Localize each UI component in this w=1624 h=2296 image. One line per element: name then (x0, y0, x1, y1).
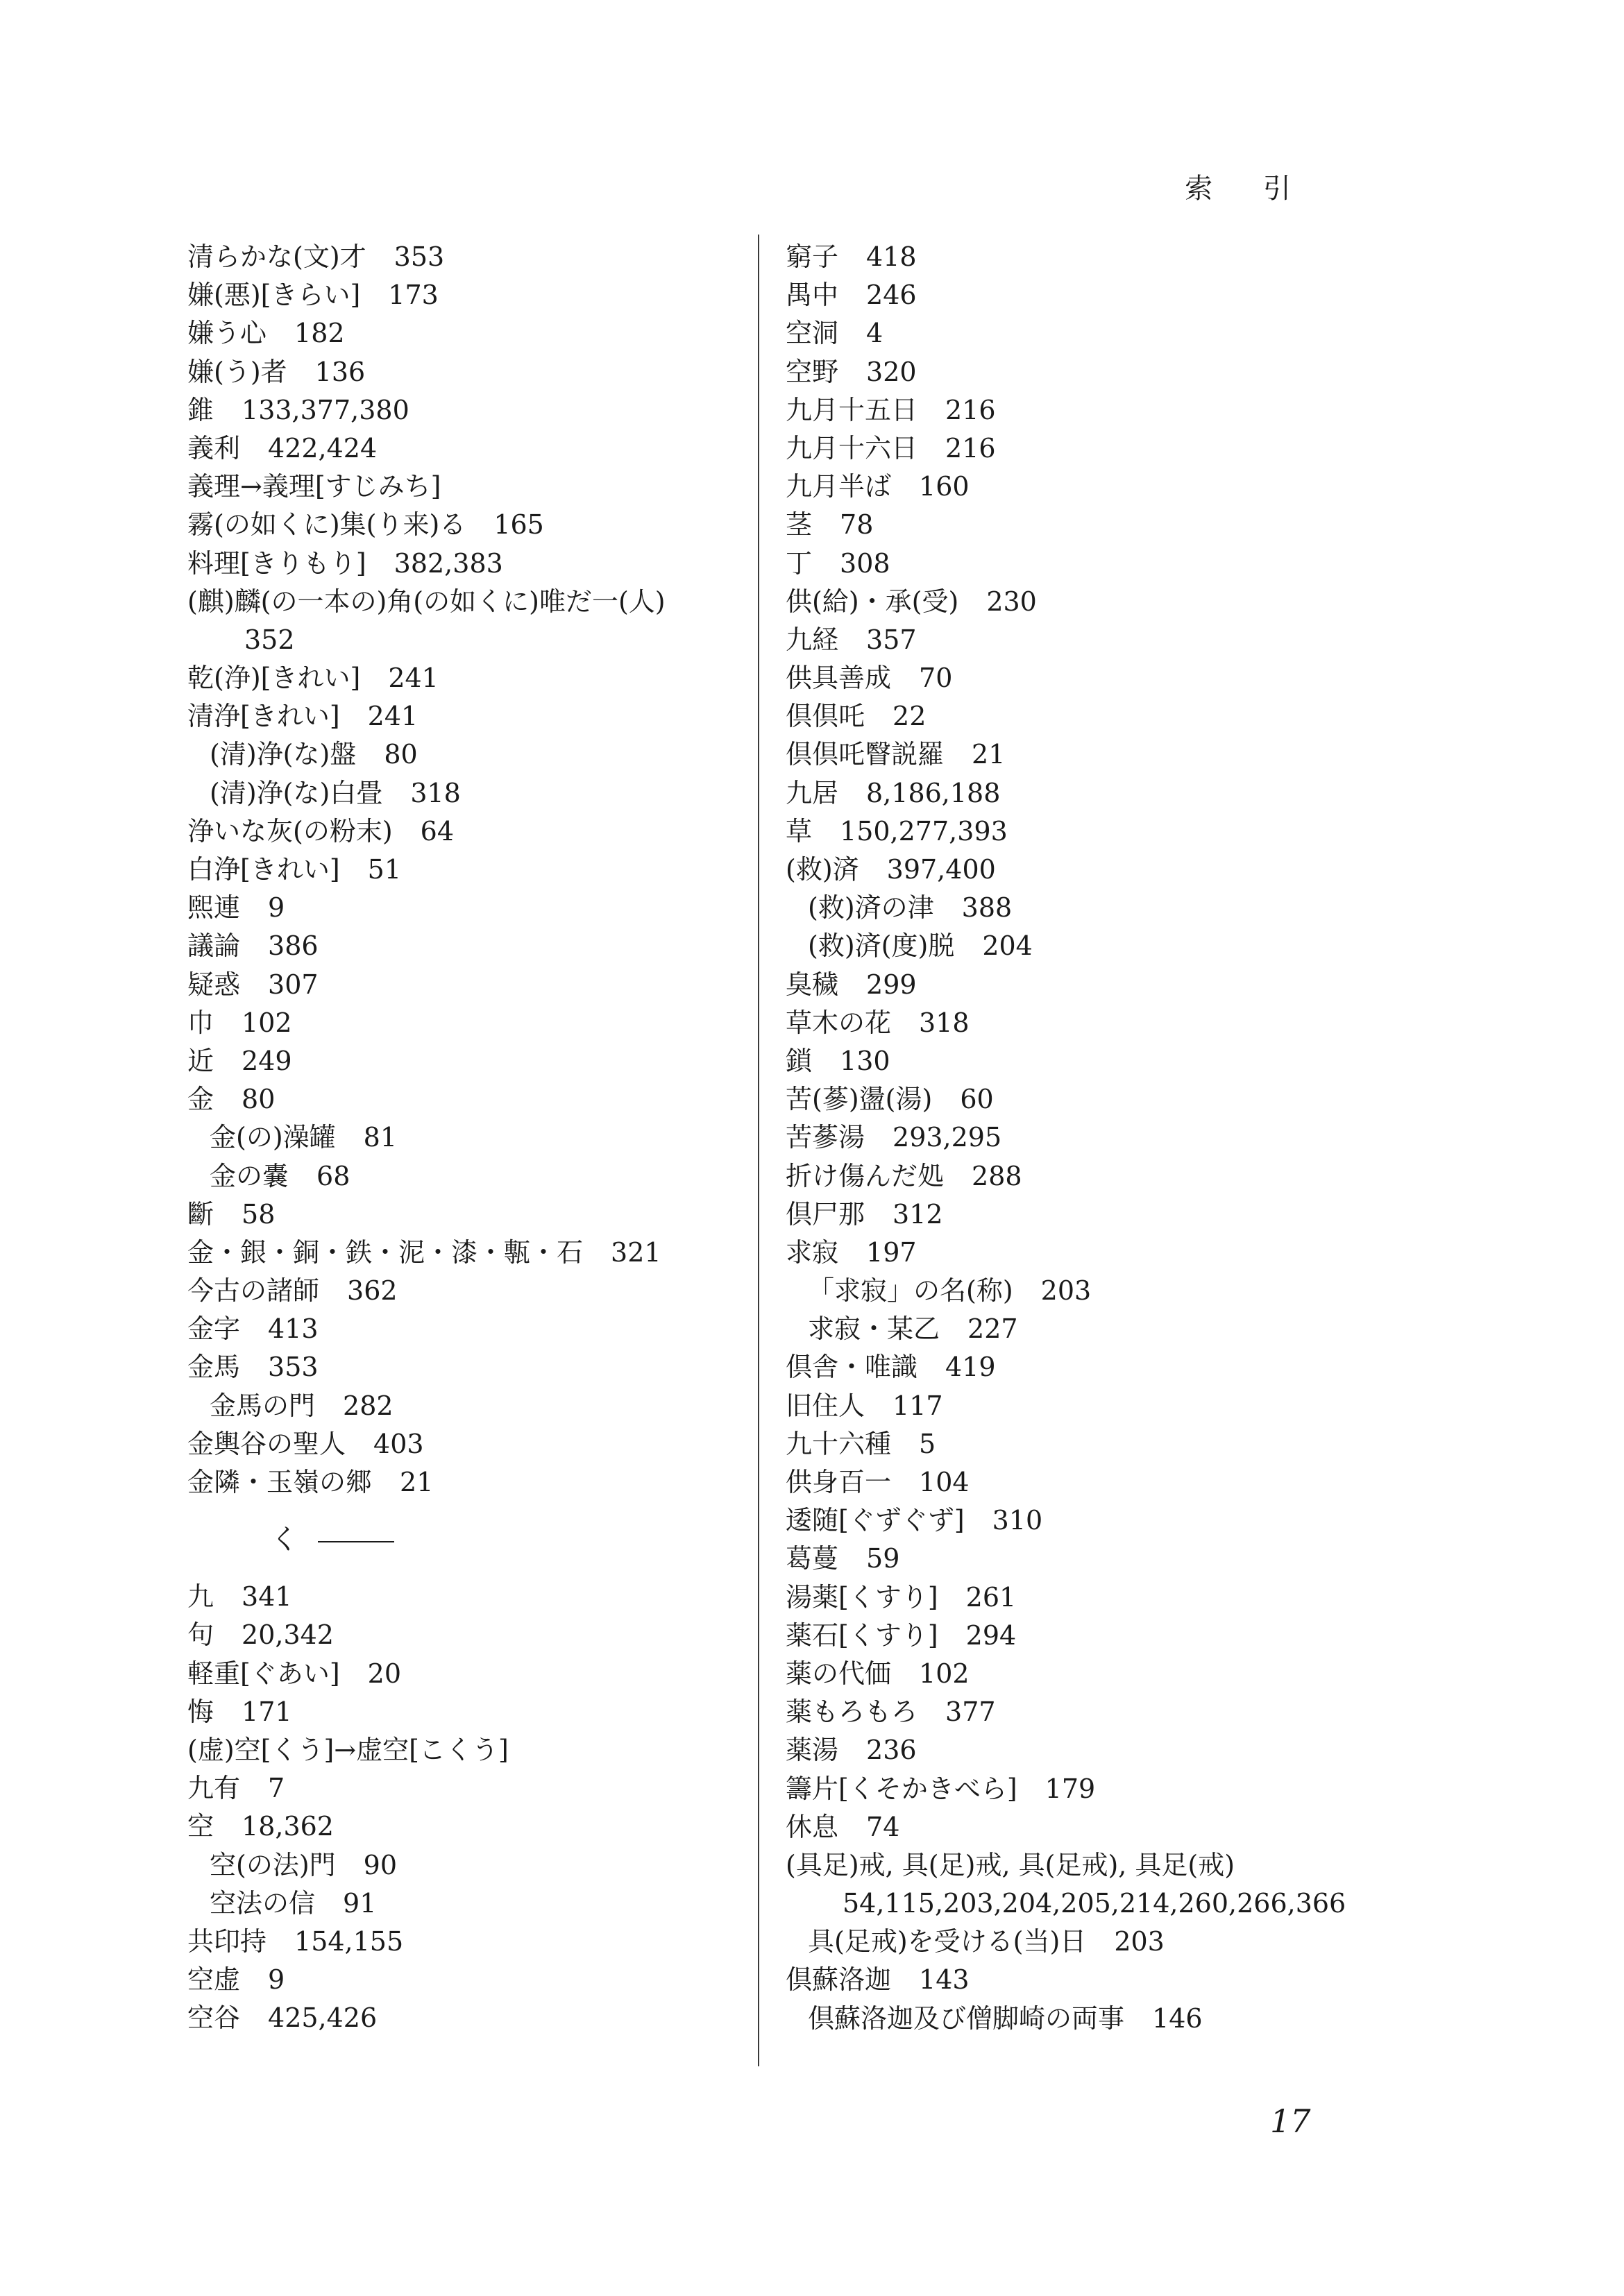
index-page-refs: 9 (268, 892, 285, 924)
index-term: 窮子 (786, 241, 839, 272)
index-entry (786, 1234, 1355, 1272)
index-entry (786, 851, 1355, 889)
index-page-refs: 341 (242, 1581, 292, 1613)
index-page-refs: 204 (982, 930, 1033, 962)
index-term: (救)済の津 (808, 892, 934, 924)
index-entry (786, 813, 1355, 851)
index-entry (786, 1693, 1355, 1731)
index-entry (187, 276, 756, 314)
index-entry (786, 506, 1355, 544)
index-entry (786, 276, 1355, 314)
index-page-refs: 74 (866, 1811, 900, 1842)
index-term: 嫌(う)者 (187, 356, 287, 387)
index-page-refs: 70 (919, 663, 953, 694)
index-term: 金(の)澡罐 (210, 1122, 336, 1153)
index-term: 薬湯 (786, 1735, 839, 1766)
index-entry (786, 238, 1355, 276)
index-term: 句 (187, 1619, 214, 1651)
index-page-refs: 173 (388, 280, 439, 311)
index-entry (786, 1502, 1355, 1540)
index-page-refs: 282 (343, 1390, 394, 1421)
index-entry (786, 697, 1355, 735)
index-term: 丁 (786, 547, 813, 579)
index-entry (786, 1885, 1355, 1923)
index-page-refs: 382,383 (394, 547, 503, 579)
index-page-refs: 216 (945, 394, 996, 425)
index-term: 九有 (187, 1773, 241, 1804)
index-entry (187, 659, 756, 697)
index-entry (187, 506, 756, 544)
index-page-refs: 21 (400, 1467, 434, 1497)
index-entry (786, 583, 1355, 621)
index-page-refs: 312 (893, 1198, 943, 1230)
index-entry (786, 659, 1355, 697)
index-page-refs: 154,155 (294, 1925, 404, 1957)
index-term: 悔 (187, 1696, 214, 1727)
index-term: 金馬 (187, 1352, 241, 1383)
index-term: 議論 (187, 930, 241, 962)
index-page-refs: 146 (1152, 2002, 1203, 2034)
index-page-refs: 353 (394, 241, 445, 272)
index-term: (清)浄(な)白畳 (210, 777, 383, 808)
index-entry (786, 1961, 1355, 1999)
index-page-refs: 136 (314, 356, 366, 387)
index-entry (187, 813, 756, 851)
index-term: 金馬の門 (210, 1390, 316, 1421)
index-entry (187, 1655, 756, 1693)
index-page-refs: 51 (367, 854, 402, 885)
index-entry (786, 1042, 1355, 1080)
index-page-refs: 320 (866, 356, 917, 387)
index-term: 薬石[くすり] (786, 1619, 938, 1651)
index-term: 空(の法)門 (210, 1849, 336, 1880)
index-page-refs: 397,400 (886, 854, 996, 885)
index-term: 金字 (187, 1313, 241, 1345)
index-term: 供身百一 (786, 1467, 892, 1497)
index-page-refs: 80 (242, 1084, 276, 1115)
index-page-refs: 216 (945, 432, 996, 464)
index-page-refs: 182 (294, 318, 345, 349)
index-page-refs: 7 (268, 1773, 285, 1804)
index-page-refs: 4 (866, 318, 883, 349)
index-entry (786, 314, 1355, 352)
index-term: 嫌う心 (187, 318, 267, 349)
index-entry (786, 927, 1355, 965)
index-entry (187, 1885, 756, 1923)
index-page-refs: 227 (967, 1313, 1018, 1345)
index-page-refs: 133,377,380 (242, 394, 409, 425)
index-entry (187, 1923, 756, 1961)
index-term: 金隣・玉嶺の郷 (187, 1467, 373, 1497)
index-term: 九十六種 (786, 1428, 892, 1459)
index-entry (786, 889, 1355, 927)
index-term: 近 (187, 1045, 214, 1076)
index-entry (187, 391, 756, 430)
index-page-refs: 20,342 (242, 1619, 334, 1651)
index-entry (187, 1387, 756, 1425)
index-page-refs: 246 (866, 280, 917, 311)
index-page-refs: 165 (493, 509, 544, 541)
index-page-refs: 422,424 (268, 432, 378, 464)
index-entry (187, 966, 756, 1004)
index-term: 空法の信 (210, 1887, 316, 1919)
index-page-refs: 249 (242, 1045, 292, 1076)
index-entry (187, 621, 756, 659)
column-divider (758, 235, 759, 2066)
index-term: 金 (187, 1084, 214, 1115)
index-term: 籌片[くそかきべら] (786, 1773, 1017, 1804)
index-entry (187, 468, 756, 506)
index-page-refs: 388 (961, 892, 1013, 924)
index-page-refs: 91 (343, 1887, 377, 1919)
index-term: 空虚 (187, 1964, 241, 1996)
index-term: (虚)空[くう]→虚空[こくう] (187, 1734, 509, 1765)
index-page-refs: 143 (919, 1964, 970, 1996)
index-page-refs: 299 (866, 969, 917, 1000)
index-term: 苦(蔘)盪(湯) (786, 1084, 933, 1115)
index-term: 今古の諸師 (187, 1275, 320, 1307)
index-term: 臭穢 (786, 969, 839, 1000)
index-entry (187, 1616, 756, 1654)
section-kana: く (271, 1524, 298, 1556)
index-page-refs: 293,295 (893, 1122, 1002, 1153)
index-entry (187, 1846, 756, 1885)
index-page-refs: 9 (268, 1964, 285, 1996)
index-term: 空洞 (786, 318, 839, 349)
index-entry (786, 966, 1355, 1004)
index-entry (786, 1425, 1355, 1463)
index-page-refs: 18,362 (242, 1811, 334, 1842)
index-column-right (786, 238, 1355, 2038)
index-term: 旧住人 (786, 1390, 865, 1421)
index-entry (786, 1540, 1355, 1578)
index-entry (786, 1196, 1355, 1234)
index-page-refs: 230 (986, 586, 1037, 617)
index-term: 嫌(悪)[きらい] (187, 280, 361, 311)
index-entry (187, 1999, 756, 2037)
index-entry (187, 697, 756, 735)
index-page-refs: 377 (945, 1697, 996, 1728)
index-entry (786, 1579, 1355, 1617)
index-term: 九月十五日 (786, 394, 918, 425)
index-term: 白浄[きれい] (187, 854, 340, 885)
index-page-refs: 418 (866, 241, 917, 272)
index-term: 料理[きりもり] (187, 547, 366, 579)
index-term: 軽重[ぐあい] (187, 1658, 340, 1689)
index-page-refs: 197 (866, 1236, 917, 1268)
index-page-refs: 160 (919, 471, 970, 502)
index-term: (救)済(度)脱 (808, 930, 955, 962)
index-entry (187, 1578, 756, 1616)
index-term: 浄いな灰(の粉末) (187, 815, 393, 847)
index-entry (187, 1731, 756, 1769)
index-entry (187, 1042, 756, 1080)
index-term: 供(給)・承(受) (786, 586, 959, 617)
index-page-refs: 352 (244, 624, 295, 655)
index-term: 薬もろもろ (786, 1697, 918, 1728)
index-page-refs: 261 (965, 1581, 1017, 1613)
index-entry (187, 238, 756, 276)
index-term: 葛蔓 (786, 1543, 839, 1574)
index-term: 九経 (786, 624, 839, 655)
index-entry (187, 1769, 756, 1808)
index-entry (786, 1770, 1355, 1808)
index-term: 薬の代価 (786, 1658, 892, 1689)
index-entry (187, 1080, 756, 1119)
index-page-refs: 318 (919, 1007, 970, 1038)
index-term: 九月半ば (786, 471, 892, 502)
index-entry (187, 1196, 756, 1234)
index-term: 休息 (786, 1811, 839, 1842)
index-entry (786, 1272, 1355, 1310)
index-page-refs: 22 (893, 701, 927, 732)
index-page-refs: 59 (866, 1543, 900, 1574)
index-term: 空 (187, 1811, 214, 1842)
page-number: 17 (1270, 2102, 1311, 2140)
index-page-refs: 353 (268, 1352, 319, 1383)
index-page-refs: 357 (866, 624, 917, 655)
index-entry (187, 1693, 756, 1731)
index-term: 逶随[ぐずぐず] (786, 1505, 965, 1536)
index-term: 鎖 (786, 1045, 813, 1076)
index-entry (187, 889, 756, 927)
index-entry (187, 1808, 756, 1846)
index-entry (187, 1961, 756, 1999)
index-term: 求寂 (786, 1236, 839, 1268)
index-page-refs: 403 (373, 1428, 424, 1459)
index-page-refs: 104 (919, 1467, 970, 1497)
index-term: 「求寂」の名(称) (808, 1275, 1013, 1307)
index-page-refs: 318 (410, 777, 461, 808)
index-term: 乾(浄)[きれい] (187, 663, 361, 694)
index-entry (786, 1808, 1355, 1846)
index-entry (786, 1655, 1355, 1693)
index-entry (187, 353, 756, 391)
index-term: 空谷 (187, 2002, 241, 2034)
index-term: 具(足戒)を受ける(当)日 (808, 1926, 1087, 1957)
index-entry (187, 774, 756, 813)
index-term: 清浄[きれい] (187, 701, 340, 732)
index-entry (187, 430, 756, 468)
index-page-refs: 179 (1044, 1773, 1096, 1804)
index-entry (786, 1119, 1355, 1157)
index-page-refs: 425,426 (268, 2002, 378, 2034)
index-page-refs: 307 (268, 969, 319, 1000)
index-term: 草木の花 (786, 1007, 892, 1038)
index-term: 空野 (786, 356, 839, 387)
index-page-refs: 8,186,188 (866, 777, 1001, 808)
index-entry (187, 1348, 756, 1386)
index-entry (786, 1463, 1355, 1502)
index-entry (187, 1310, 756, 1348)
index-page-refs: 81 (363, 1122, 398, 1153)
index-entry (786, 1923, 1355, 1961)
index-term: 金輿谷の聖人 (187, 1428, 346, 1459)
index-page-refs: 64 (420, 815, 455, 847)
index-entry (786, 1731, 1355, 1769)
index-entry (786, 391, 1355, 430)
index-entry (187, 583, 756, 621)
index-entry (786, 1617, 1355, 1655)
index-term: 倶蘇洛迦 (786, 1964, 892, 1996)
index-page-refs: 241 (367, 701, 418, 732)
index-term: (具足)戒, 具(足)戒, 具(足戒), 具足(戒) (786, 1849, 1235, 1880)
index-entry (786, 774, 1355, 813)
index-term: 九月十六日 (786, 432, 918, 464)
index-entry (786, 1348, 1355, 1386)
index-term: (救)済 (786, 854, 859, 885)
index-term: 折け傷んだ処 (786, 1160, 945, 1191)
index-page-refs: 20 (367, 1658, 402, 1689)
index-entry (786, 1387, 1355, 1425)
index-entry (187, 1425, 756, 1463)
index-entry (786, 468, 1355, 506)
index-column-left (187, 238, 756, 2037)
index-term: (麒)麟(の一本の)角(の如くに)唯だ一(人) (187, 586, 666, 617)
index-page-refs: 236 (866, 1735, 917, 1766)
index-page-refs: 68 (316, 1160, 350, 1191)
index-entry (786, 1004, 1355, 1042)
index-term: 倶尸那 (786, 1198, 865, 1230)
index-entry (187, 1119, 756, 1157)
index-page-refs: 21 (972, 739, 1006, 770)
index-term: 倶倶吒瞖説羅 (786, 739, 945, 770)
index-entry (786, 1310, 1355, 1348)
index-page-refs: 294 (965, 1619, 1017, 1651)
page-header-title: 索 引 (1185, 173, 1312, 205)
index-entry (187, 314, 756, 352)
index-page-refs: 117 (893, 1390, 943, 1421)
index-page-refs: 362 (347, 1275, 398, 1307)
index-entry (786, 1080, 1355, 1119)
index-page-refs: 171 (242, 1696, 292, 1727)
index-page-refs: 5 (919, 1428, 936, 1459)
index-term: 草 (786, 815, 813, 847)
index-term: 九 (187, 1581, 214, 1613)
index-entry (786, 735, 1355, 774)
index-term: 斷 (187, 1198, 214, 1230)
index-page-refs: 102 (242, 1007, 292, 1038)
index-term: (清)浄(な)盤 (210, 739, 357, 770)
index-term: 煕連 (187, 892, 241, 924)
index-term: 茎 (786, 509, 813, 541)
section-rule (318, 1541, 394, 1542)
index-page-refs: 102 (919, 1658, 970, 1689)
index-term: 金の嚢 (210, 1160, 289, 1191)
index-term: 湯薬[くすり] (786, 1581, 938, 1613)
index-entry (187, 545, 756, 583)
index-term: 霧(の如くに)集(り来)る (187, 509, 466, 541)
index-entry (187, 735, 756, 774)
index-entry (786, 430, 1355, 468)
index-page-refs: 310 (992, 1505, 1043, 1536)
index-term: 共印持 (187, 1925, 267, 1957)
index-entry (187, 927, 756, 965)
index-term: 巾 (187, 1007, 214, 1038)
index-entry (187, 1234, 756, 1272)
index-page-refs: 241 (388, 663, 439, 694)
index-term: 金・銀・銅・鉄・泥・漆・甎・石 (187, 1236, 584, 1268)
index-term: 九居 (786, 777, 839, 808)
index-term: 義理→義理[すじみち] (187, 471, 441, 502)
index-entry (786, 1157, 1355, 1196)
index-entry (786, 1846, 1355, 1885)
section-heading-ku (187, 1502, 756, 1578)
index-term: 禺中 (786, 280, 839, 311)
index-page-refs: 54,115,203,204,205,214,260,266,366 (843, 1888, 1346, 1919)
index-page-refs: 288 (972, 1160, 1022, 1191)
index-page-refs: 130 (840, 1045, 890, 1076)
index-term: 錐 (187, 394, 214, 425)
index-entry (187, 1004, 756, 1042)
index-entry (187, 1272, 756, 1310)
index-entry (187, 851, 756, 889)
index-page-refs: 386 (268, 930, 319, 962)
index-page-refs: 321 (611, 1236, 661, 1268)
index-page-refs: 308 (840, 547, 890, 579)
index-term: 疑惑 (187, 969, 241, 1000)
index-entry (187, 1463, 756, 1502)
index-page-refs: 90 (363, 1849, 398, 1880)
index-page-refs: 419 (945, 1352, 996, 1383)
index-term: 苦蔘湯 (786, 1122, 865, 1153)
index-entry (786, 621, 1355, 659)
index-entry (786, 353, 1355, 391)
index-page-refs: 150,277,393 (840, 815, 1008, 847)
index-term: 清らかな(文)才 (187, 241, 366, 272)
index-term: 供具善成 (786, 663, 892, 694)
index-term: 倶蘇洛迦及び僧脚崎の両事 (808, 2002, 1125, 2034)
index-term: 求寂・某乙 (808, 1313, 940, 1345)
index-page-refs: 413 (268, 1313, 319, 1345)
index-page-refs: 203 (1040, 1275, 1092, 1307)
index-entry (786, 545, 1355, 583)
index-term: 倶倶吒 (786, 701, 865, 732)
index-entry (187, 1157, 756, 1196)
index-page-refs: 80 (384, 739, 418, 770)
index-term: 義利 (187, 432, 241, 464)
index-page-refs: 78 (840, 509, 874, 541)
index-page-refs: 60 (960, 1084, 994, 1115)
index-page-refs: 203 (1114, 1926, 1165, 1957)
index-term: 倶舎・唯識 (786, 1352, 918, 1383)
index-page-refs: 58 (242, 1198, 276, 1230)
index-entry (786, 2000, 1355, 2038)
